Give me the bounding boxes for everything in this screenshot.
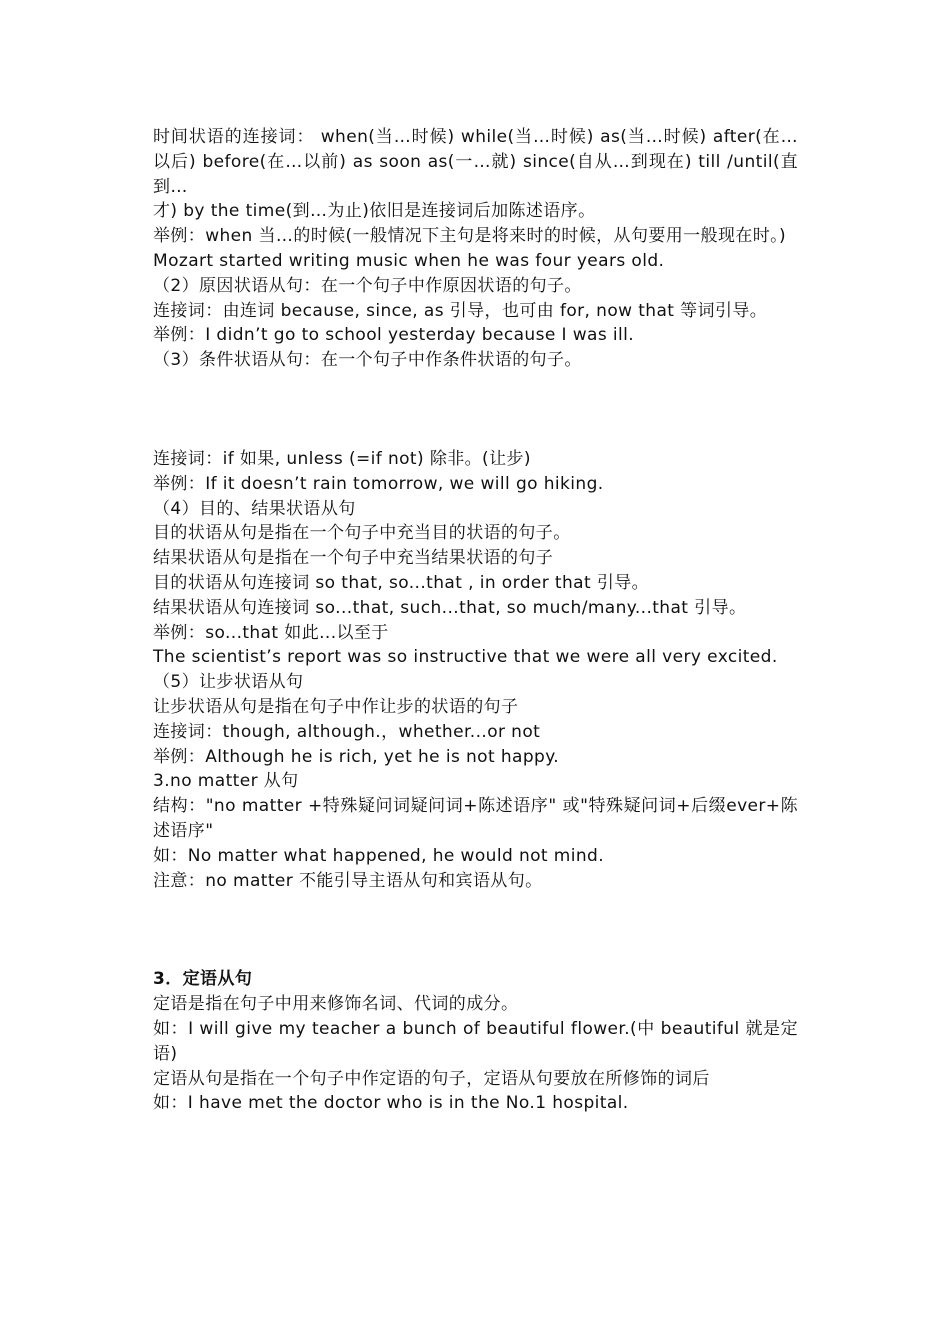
- no-matter-heading: 3.no matter 从句: [153, 771, 299, 792]
- by-the-time-line: 才) by the time(到…为止)依旧是连接词后加陈述语序。: [153, 201, 596, 222]
- spacer: [153, 373, 798, 447]
- condition-conjunctions-line: 连接词：if 如果, unless (=if not) 除非。(让步): [153, 448, 531, 469]
- attributive-clause-heading: 3．定语从句: [153, 969, 253, 990]
- no-matter-note-line: 注意：no matter 不能引导主语从句和宾语从句。: [153, 870, 543, 891]
- purpose-conjunctions-line: 目的状语从句连接词 so that, so...that , in order that 引导。: [153, 572, 650, 593]
- when-example-line: 举例：when 当…的时候(一般情况下主句是将来时的时候，从句要用一般现在时。): [153, 226, 787, 247]
- result-definition-line: 结果状语从句是指在一个句子中充当结果状语的句子: [153, 548, 554, 569]
- attributive-clause-section: [153, 967, 798, 1116]
- reason-example-sentence: 举例：I didn’t go to school yesterday because I was ill.: [153, 325, 635, 346]
- condition-example-sentence: 举例：If it doesn’t rain tomorrow, we will go hiking.: [153, 473, 604, 494]
- result-conjunctions-line: 结果状语从句连接词 so...that, such...that, so much/many...that 引导。: [153, 597, 747, 618]
- concession-example-sentence: 举例：Although he is rich, yet he is not happy.: [153, 746, 560, 767]
- so-that-example-line: 举例：so...that 如此...以至于: [153, 622, 389, 643]
- spacer: [153, 893, 798, 967]
- attributive-definition-line: 定语是指在句子中用来修饰名词、代词的成分。: [153, 994, 519, 1015]
- concession-clause-heading: （5）让步状语从句: [153, 672, 304, 693]
- purpose-result-heading: （4）目的、结果状语从句: [153, 498, 356, 519]
- concession-conjunctions-line: 连接词：though, although.，whether...or not: [153, 721, 541, 742]
- attributive-clause-definition-line: 定语从句是指在一个句子中作定语的句子，定语从句要放在所修饰的词后: [153, 1068, 710, 1089]
- condition-clause-heading: （3）条件状语从句：在一个句子中作条件状语的句子。: [153, 350, 582, 371]
- document-page: [153, 125, 798, 1116]
- time-conjunctions-paragraph: 时间状语的连接词： when(当…时候) while(当…时候) as(当…时候) after(在…以后) before(在…以前) as soon as(一…就) since(自从…到现在) till /until(直到…: [153, 127, 798, 197]
- condition-purpose-concession-section: [153, 447, 798, 893]
- no-matter-structure-line: 结构："no matter +特殊疑问词疑问词+陈述语序" 或"特殊疑问词+后缀ever+陈述语序": [153, 796, 798, 841]
- adverbial-clause-section: [153, 125, 798, 373]
- attributive-example-line: 如：I will give my teacher a bunch of beautiful flower.(中 beautiful 就是定语): [153, 1018, 798, 1064]
- reason-conjunctions-line: 连接词：由连词 because, since, as 引导，也可由 for, now that 等词引导。: [153, 300, 768, 321]
- reason-clause-heading: （2）原因状语从句：在一个句子中作原因状语的句子。: [153, 275, 582, 296]
- no-matter-example-sentence: 如：No matter what happened, he would not mind.: [153, 845, 605, 866]
- mozart-example-sentence: Mozart started writing music when he was four years old.: [153, 250, 665, 271]
- purpose-definition-line: 目的状语从句是指在一个句子中充当目的状语的句子。: [153, 523, 571, 544]
- attributive-example-sentence: 如：I have met the doctor who is in the No.1 hospital.: [153, 1093, 629, 1114]
- concession-definition-line: 让步状语从句是指在句子中作让步的状语的句子: [153, 696, 519, 717]
- scientist-example-sentence: The scientist’s report was so instructive that we were all very excited.: [153, 647, 778, 668]
